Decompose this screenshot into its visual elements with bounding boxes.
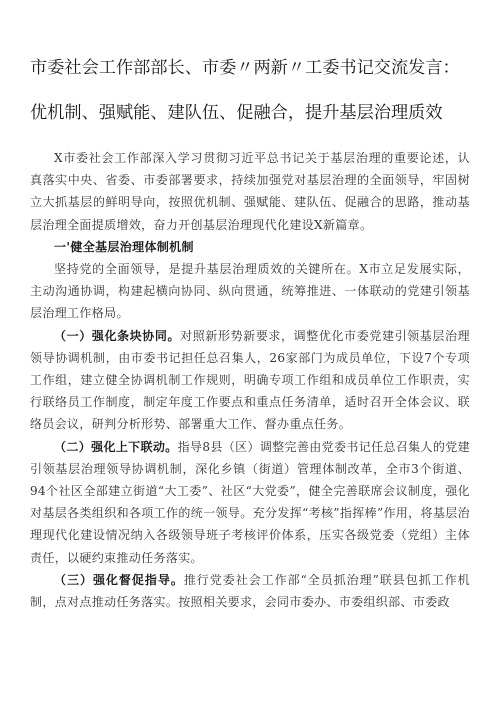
- document-title: [30, 0, 470, 136]
- item-3-paragraph: [30, 569, 470, 613]
- section-1-heading: 一'健全基层治理体制机制: [54, 239, 194, 254]
- item-3-lead: （三）强化督促指导。: [54, 572, 184, 587]
- item-2-text: 指导8县（区）调整完善由党委书记任总召集人的党建引领基层治理领导协调机制，深化乡镇（街道）管理体制改革，全市3个街道、94个社区全部建立街道“大工委”、社区“大党委”，健全完善联席会议制度，强化对基层各类组织和各项工作的统一领导。充分发挥“考核”指挥棒”作用，将基层治理现代化建设情况纳入各级领导班子考核评价体系，压实各级党委（党组）主体责任，以硬约束推动任务落实。: [30, 439, 470, 565]
- item-1-lead: （一）强化条块协同。: [54, 328, 181, 343]
- title-line-2: 优机制、强赋能、建队伍、促融合，提升基层治理质效: [30, 103, 443, 123]
- intro-paragraph: X市委社会工作部深入学习贯彻习近平总书记关于基层治理的重要论述，认真落实中央、省委、市委部署要求，持续加强党对基层治理的全面领导，牢固树立大抓基层的鲜明导向，按照优机制、强赋能、建队伍、促融合的思路，推动基层治理全面提质增效，奋力开创基层治理现代化建设X新篇章。: [30, 151, 470, 232]
- section-1-paragraph: 坚持党的全面领导，是提升基层治理质效的关键所在。X市立足发展实际，主动沟通协调，构建起横向协同、纵向贯通，统筹推进、一体联动的党建引领基层治理工作格局。: [30, 262, 470, 321]
- item-1-paragraph: [30, 325, 470, 436]
- item-2-paragraph: [30, 436, 470, 569]
- title-line-1: 市委社会工作部部长、市委〃两新〃工委书记交流发言：: [30, 58, 460, 78]
- item-1-text: 对照新形势新要求，调整优化市委党建引领基层治理领导协调机制，由市委书记担任总召集人，26家部门为成员单位，下设7个专项工作组，建立健全协调机制工作规则，明确专项工作组和成员单位工作职责，实行联络员工作制度，制定年度工作要点和重点任务清单，适时召开全体会议、联络员会议，研判分析形势、部署重大工作、督办重点任务。: [30, 328, 470, 432]
- item-3-text: 推行党委社会工作部“全员抓治理”联县包抓工作机制，点对点推动任务落实。按照相关要求，会同市委办、市委组织部、市委政: [30, 572, 470, 610]
- document-body: [30, 147, 470, 613]
- item-2-lead: （二）强化上下联动。: [54, 439, 178, 454]
